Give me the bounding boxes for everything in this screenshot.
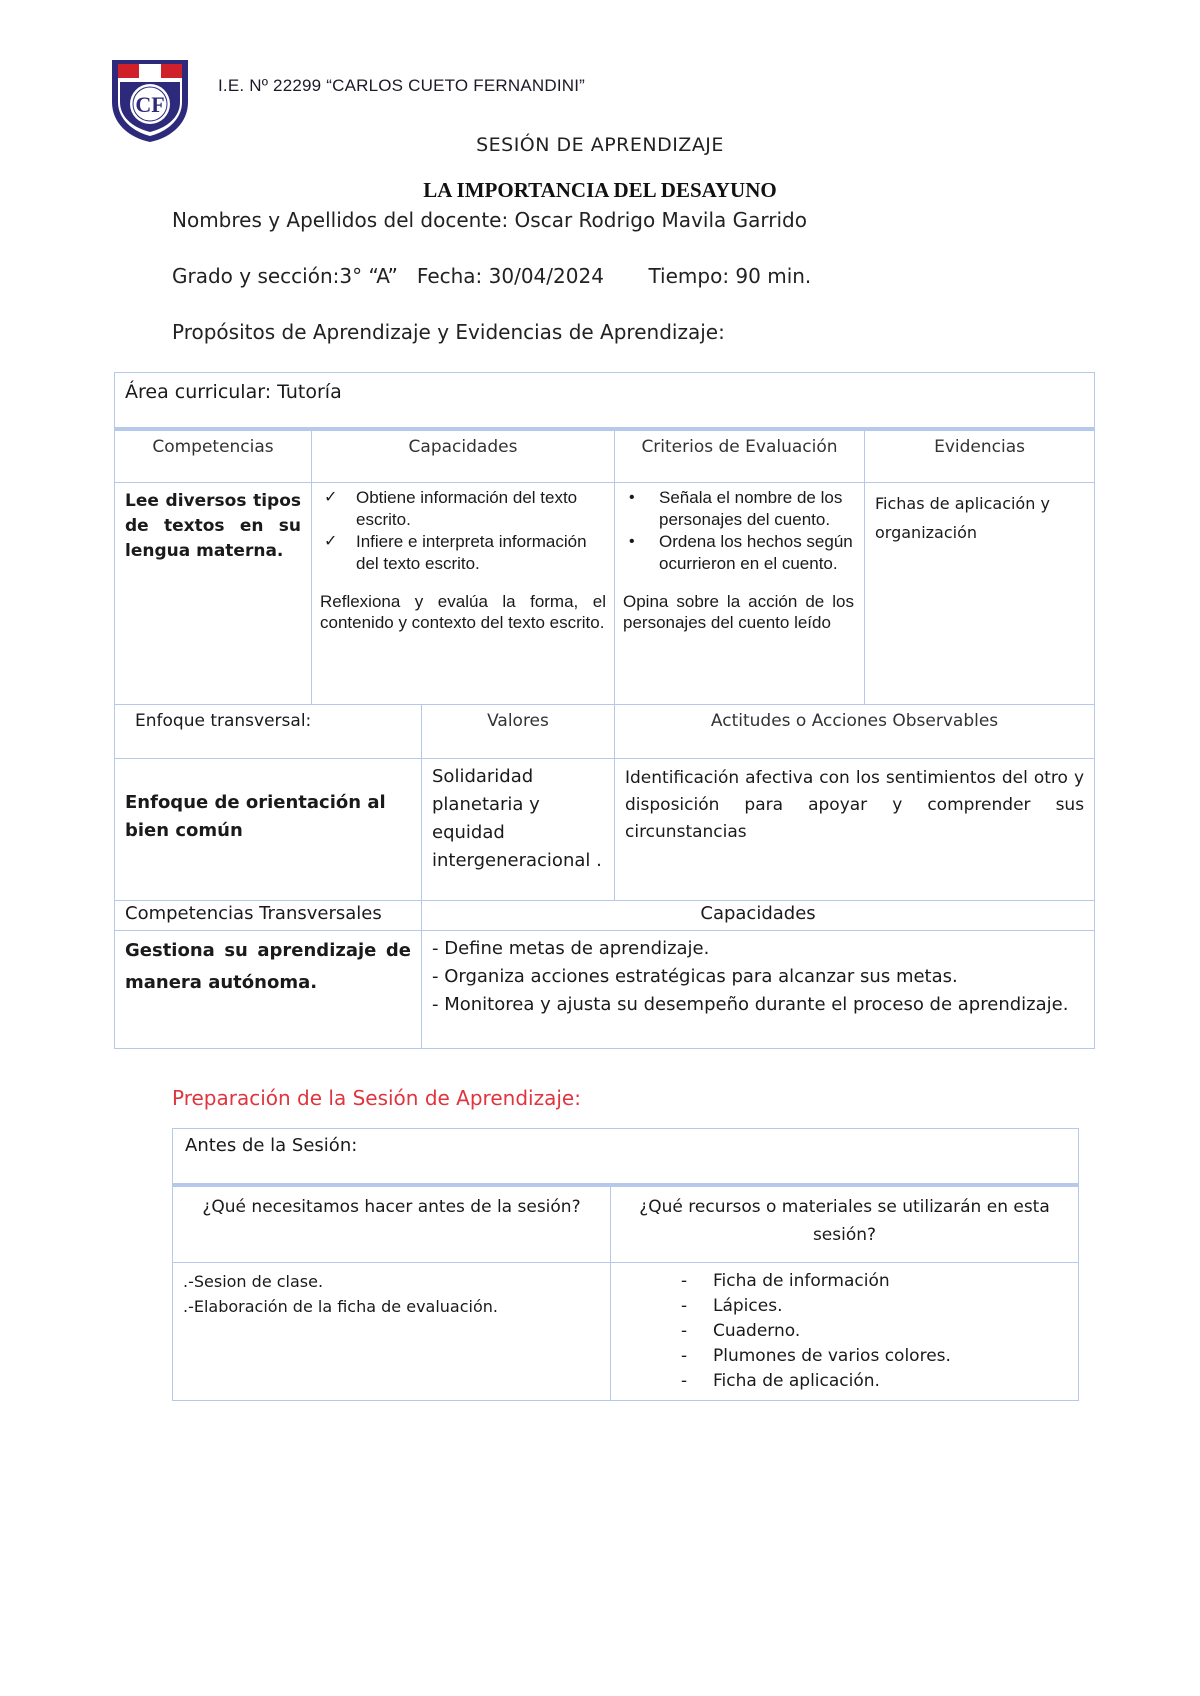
col-header: Capacidades [312,429,615,483]
list-item: - Cuaderno. [621,1319,1068,1344]
approach-header: Enfoque transversal: [115,705,422,759]
list-item: .-Elaboración de la ficha de evaluación. [183,1297,498,1316]
col-header: Criterios de Evaluación [615,429,865,483]
crest-text: CF [135,92,165,117]
competence-cell [115,483,312,705]
area-cell: Área curricular: Tutoría [115,373,1095,429]
list-item: - Define metas de aprendizaje. [432,938,710,959]
values-header: Valores [422,705,615,759]
page-title: LA IMPORTANCIA DEL DESAYUNO [423,178,777,202]
list-item: - Lápices. [621,1294,1068,1319]
list-item: • Señala el nombre de los personajes del cuento. [623,487,854,531]
list-item: - Monitorea y ajusta su desempeño durante el proceso de aprendizaje. [432,994,1069,1015]
list-item: - Ficha de aplicación. [621,1369,1068,1394]
values-cell: Solidaridad planetaria y equidad intergeneracional . [422,759,615,901]
teacher-line: Nombres y Apellidos del docente: Oscar Rodrigo Mavila Garrido [172,208,807,232]
school-name: I.E. Nº 22299 “CARLOS CUETO FERNANDINI” [218,76,585,95]
list-item: ✓ Infiere e interpreta información del texto escrito. [320,531,606,575]
preparation-title: Preparación de la Sesión de Aprendizaje: [172,1086,581,1110]
criteria-extra: Opina sobre la acción de los personajes del cuento leído [623,592,854,632]
col-header: ¿Qué recursos o materiales se utilizarán en esta sesión? [611,1185,1079,1263]
capacity-extra: Reflexiona y evalúa la forma, el contenido y contexto del texto escrito. [320,592,606,632]
purposes-line: Propósitos de Aprendizaje y Evidencias de Aprendizaje: [172,320,725,344]
attitudes-cell: Identificación afectiva con los sentimientos del otro y disposición para apoyar y comprender sus circunstancias [615,759,1095,901]
criteria-cell [615,483,865,705]
list-item: - Organiza acciones estratégicas para alcanzar sus metas. [432,966,958,987]
transversal-cap-cell [422,931,1095,1049]
tasks-cell [173,1263,611,1401]
col-header: ¿Qué necesitamos hacer antes de la sesión? [173,1185,611,1263]
attitudes-header: Actitudes o Acciones Observables [615,705,1095,759]
grade: Grado y sección:3° “A” [172,264,398,288]
list-item: - Plumones de varios colores. [621,1344,1068,1369]
school-crest-icon [108,56,192,144]
competence-text: Lee diversos tipos de textos en su lengua materna. [125,491,301,561]
evidence-cell: Fichas de aplicación y organización [865,483,1095,705]
list-item: ✓ Obtiene información del texto escrito. [320,487,606,531]
duration: Tiempo: 90 min. [648,264,812,288]
before-session-cell: Antes de la Sesión: [173,1129,1079,1185]
date: Fecha: 30/04/2024 [416,264,604,288]
grade-line [172,264,811,288]
list-item: .-Sesion de clase. [183,1272,324,1291]
transversal-comp-header: Competencias Transversales [115,901,422,931]
materials-cell [611,1263,1079,1401]
approach-cell: Enfoque de orientación al bien común [115,759,422,901]
capacities-cell [312,483,615,705]
list-item: - Ficha de información [621,1269,1068,1294]
list-item: • Ordena los hechos según ocurrieron en el cuento. [623,531,854,575]
session-label: SESIÓN DE APRENDIZAJE [476,134,724,156]
curricular-table [114,372,1095,1049]
col-header: Competencias [115,429,312,483]
transversal-cap-header: Capacidades [422,901,1095,931]
col-header: Evidencias [865,429,1095,483]
preparation-table [172,1128,1079,1401]
transversal-comp-cell: Gestiona su aprendizaje de manera autónoma. [115,931,422,1049]
